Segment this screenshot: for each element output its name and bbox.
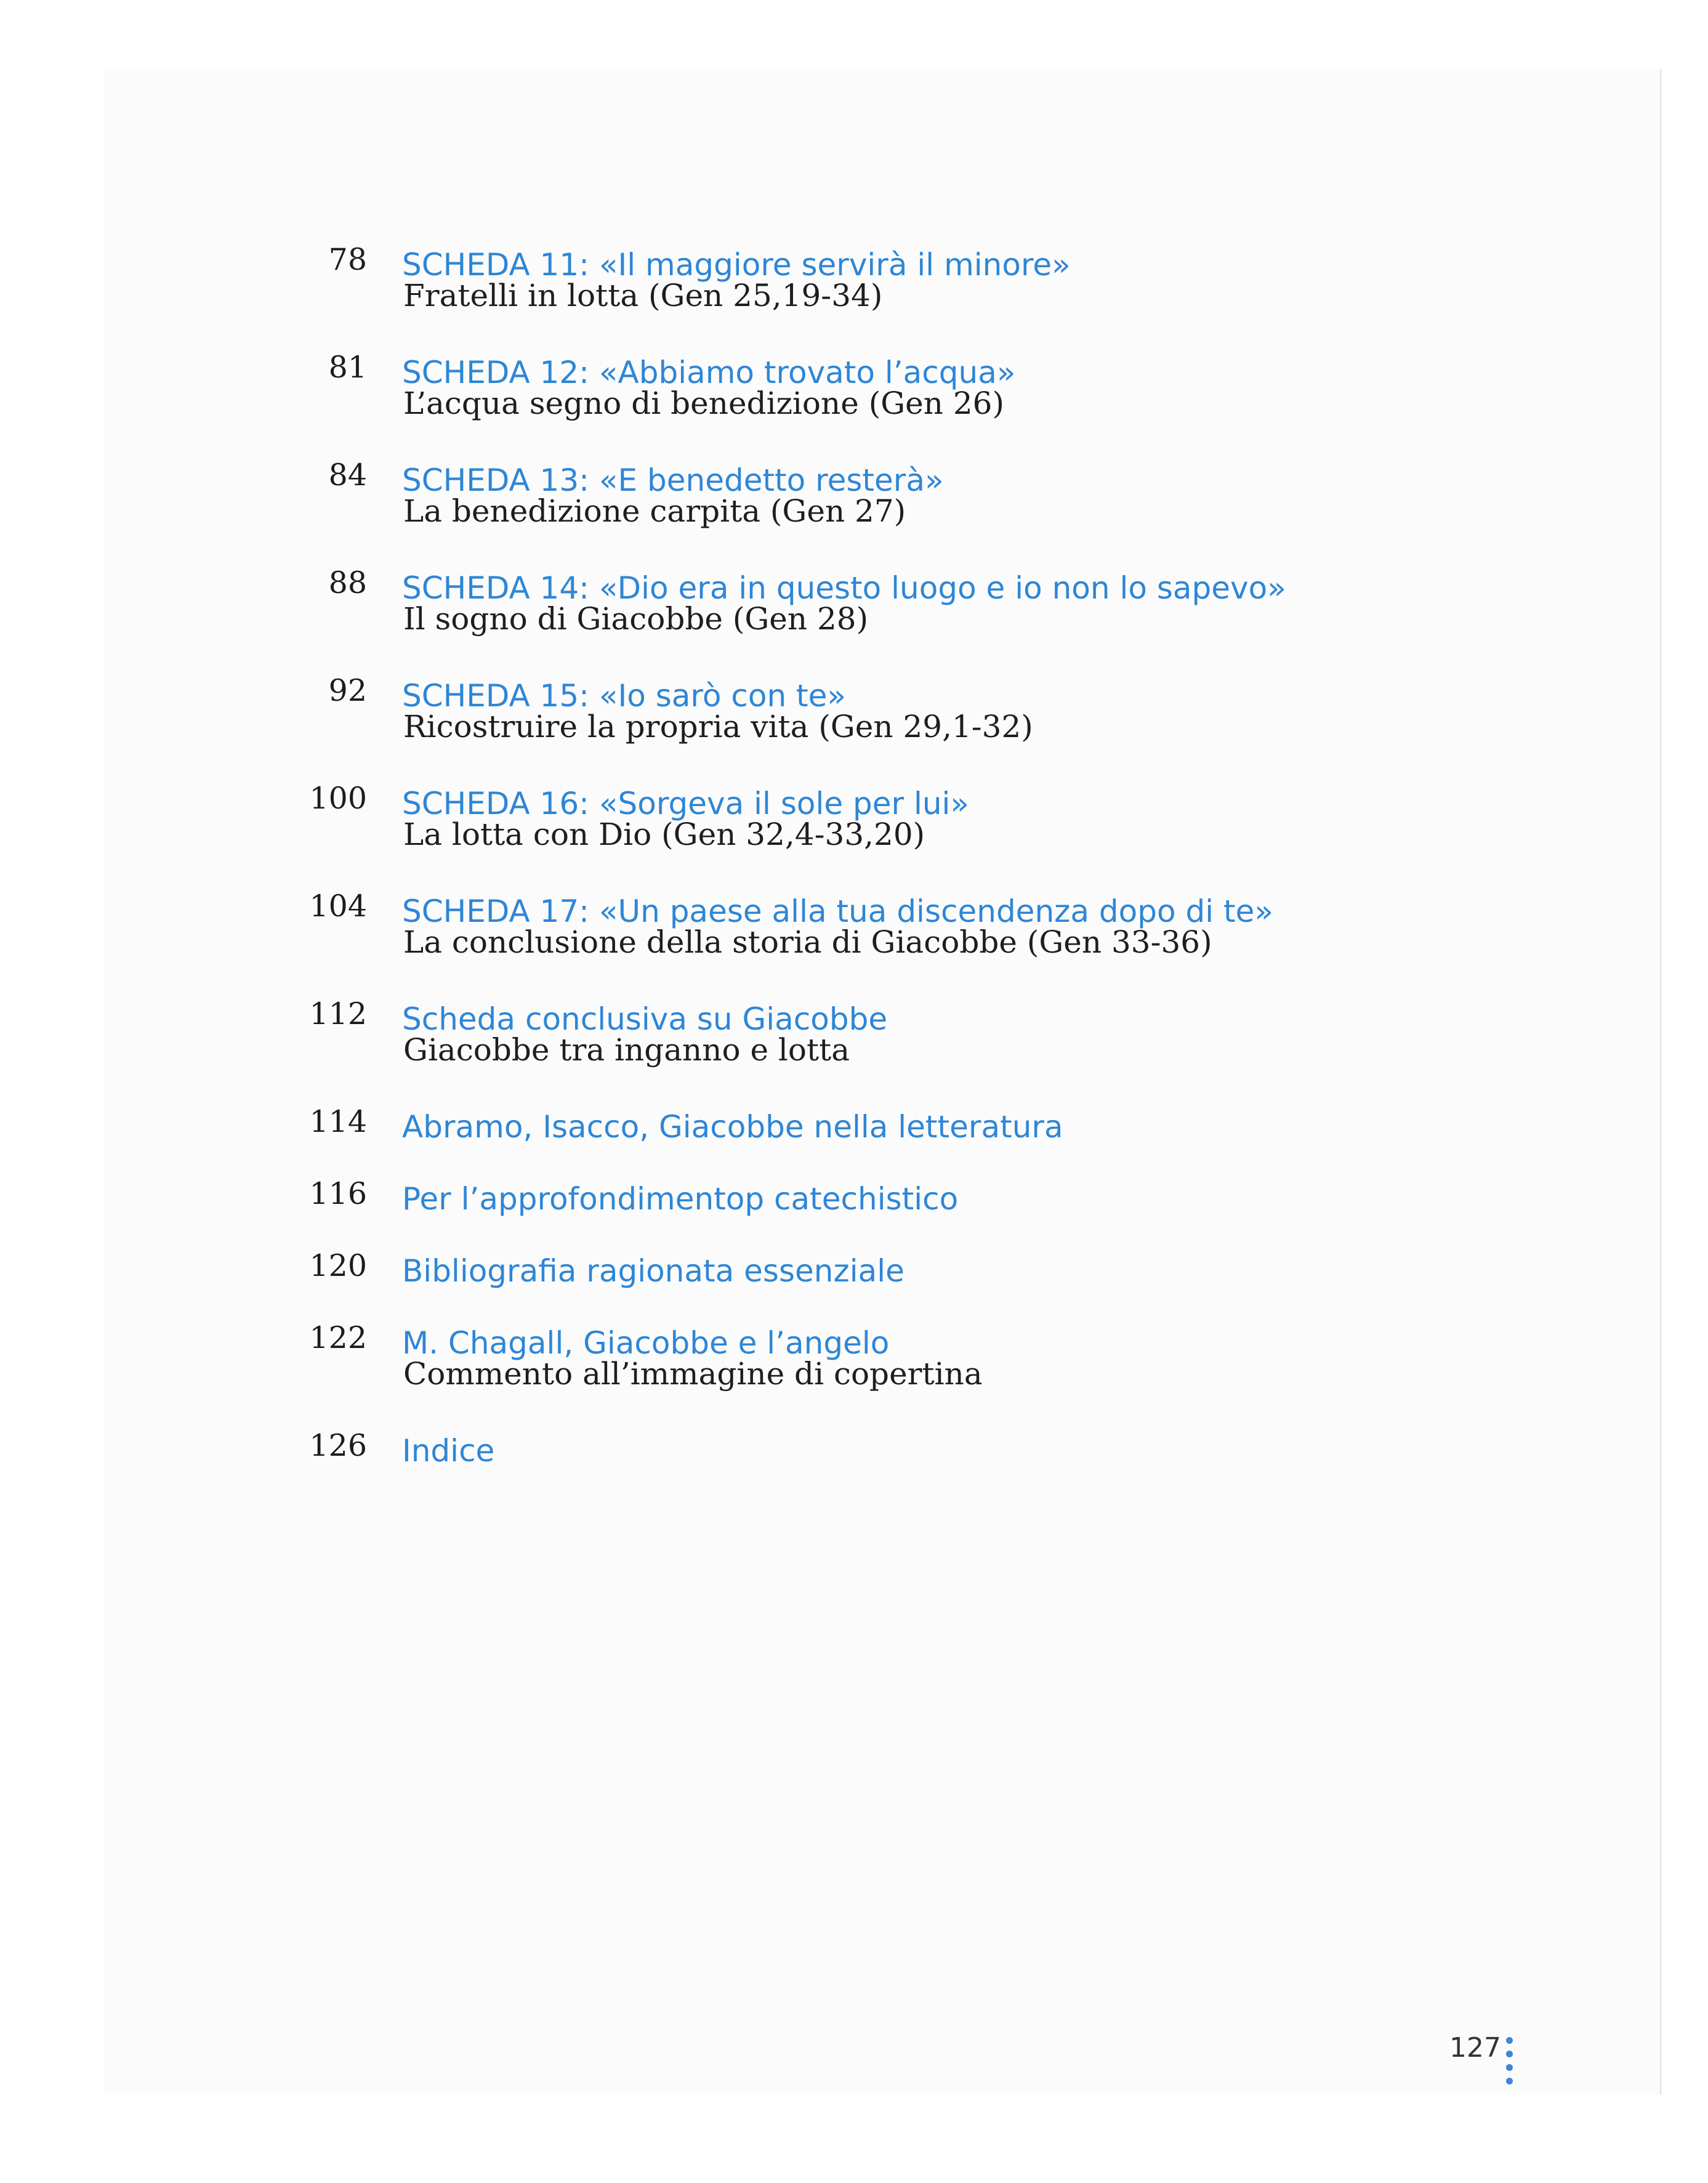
dots-ornament-icon bbox=[1506, 2037, 1513, 2096]
page-number: 127 bbox=[1449, 2032, 1501, 2064]
toc-page-number: 81 bbox=[328, 350, 367, 385]
toc-page-number: 78 bbox=[328, 242, 367, 277]
toc-title: SCHEDA 12: «Abbiamo trovato l’acqua» bbox=[402, 355, 1016, 390]
toc-page-number: 104 bbox=[309, 889, 367, 924]
toc-page-number: 100 bbox=[309, 781, 367, 816]
toc-page-number: 84 bbox=[328, 458, 367, 493]
toc-title: Indice bbox=[402, 1433, 495, 1469]
toc-page-number: 120 bbox=[309, 1248, 367, 1283]
toc-subtitle: La conclusione della storia di Giacobbe (Gen 33-36) bbox=[403, 924, 1212, 960]
toc-title: Bibliografia ragionata essenziale bbox=[402, 1253, 904, 1289]
toc-title: M. Chagall, Giacobbe e l’angelo bbox=[402, 1325, 890, 1361]
toc-page-number: 116 bbox=[309, 1176, 367, 1211]
toc-subtitle: Il sogno di Giacobbe (Gen 28) bbox=[403, 601, 869, 637]
toc-title: SCHEDA 13: «E benedetto resterà» bbox=[402, 462, 944, 498]
toc-subtitle: Giacobbe tra inganno e lotta bbox=[403, 1032, 850, 1068]
toc-page-number: 114 bbox=[309, 1104, 367, 1139]
toc-page-number: 122 bbox=[309, 1320, 367, 1355]
toc-subtitle: La lotta con Dio (Gen 32,4-33,20) bbox=[403, 817, 925, 852]
toc-title: SCHEDA 16: «Sorgeva il sole per lui» bbox=[402, 786, 970, 821]
toc-subtitle: Fratelli in lotta (Gen 25,19-34) bbox=[403, 278, 883, 313]
toc-title: SCHEDA 15: «Io sarò con te» bbox=[402, 678, 846, 714]
toc-subtitle: La benedizione carpita (Gen 27) bbox=[403, 493, 906, 529]
toc-title: Abramo, Isacco, Giacobbe nella letteratura bbox=[402, 1109, 1063, 1145]
toc-title: SCHEDA 17: «Un paese alla tua discendenza dopo di te» bbox=[402, 894, 1273, 929]
toc-page-number: 88 bbox=[328, 565, 367, 600]
toc-subtitle: Commento all’immagine di copertina bbox=[403, 1356, 983, 1392]
toc-page-number: 112 bbox=[309, 996, 367, 1031]
toc-page-number: 92 bbox=[328, 673, 367, 708]
toc-title: SCHEDA 11: «Il maggiore servirà il minore» bbox=[402, 247, 1071, 283]
toc-title: SCHEDA 14: «Dio era in questo luogo e io non lo sapevo» bbox=[402, 570, 1286, 606]
toc-page-number: 126 bbox=[309, 1428, 367, 1463]
toc-title: Per l’approfondimentop catechistico bbox=[402, 1181, 959, 1217]
toc-title: Scheda conclusiva su Giacobbe bbox=[402, 1001, 888, 1037]
toc-subtitle: Ricostruire la propria vita (Gen 29,1-32) bbox=[403, 709, 1033, 744]
toc-subtitle: L’acqua segno di benedizione (Gen 26) bbox=[403, 385, 1004, 421]
